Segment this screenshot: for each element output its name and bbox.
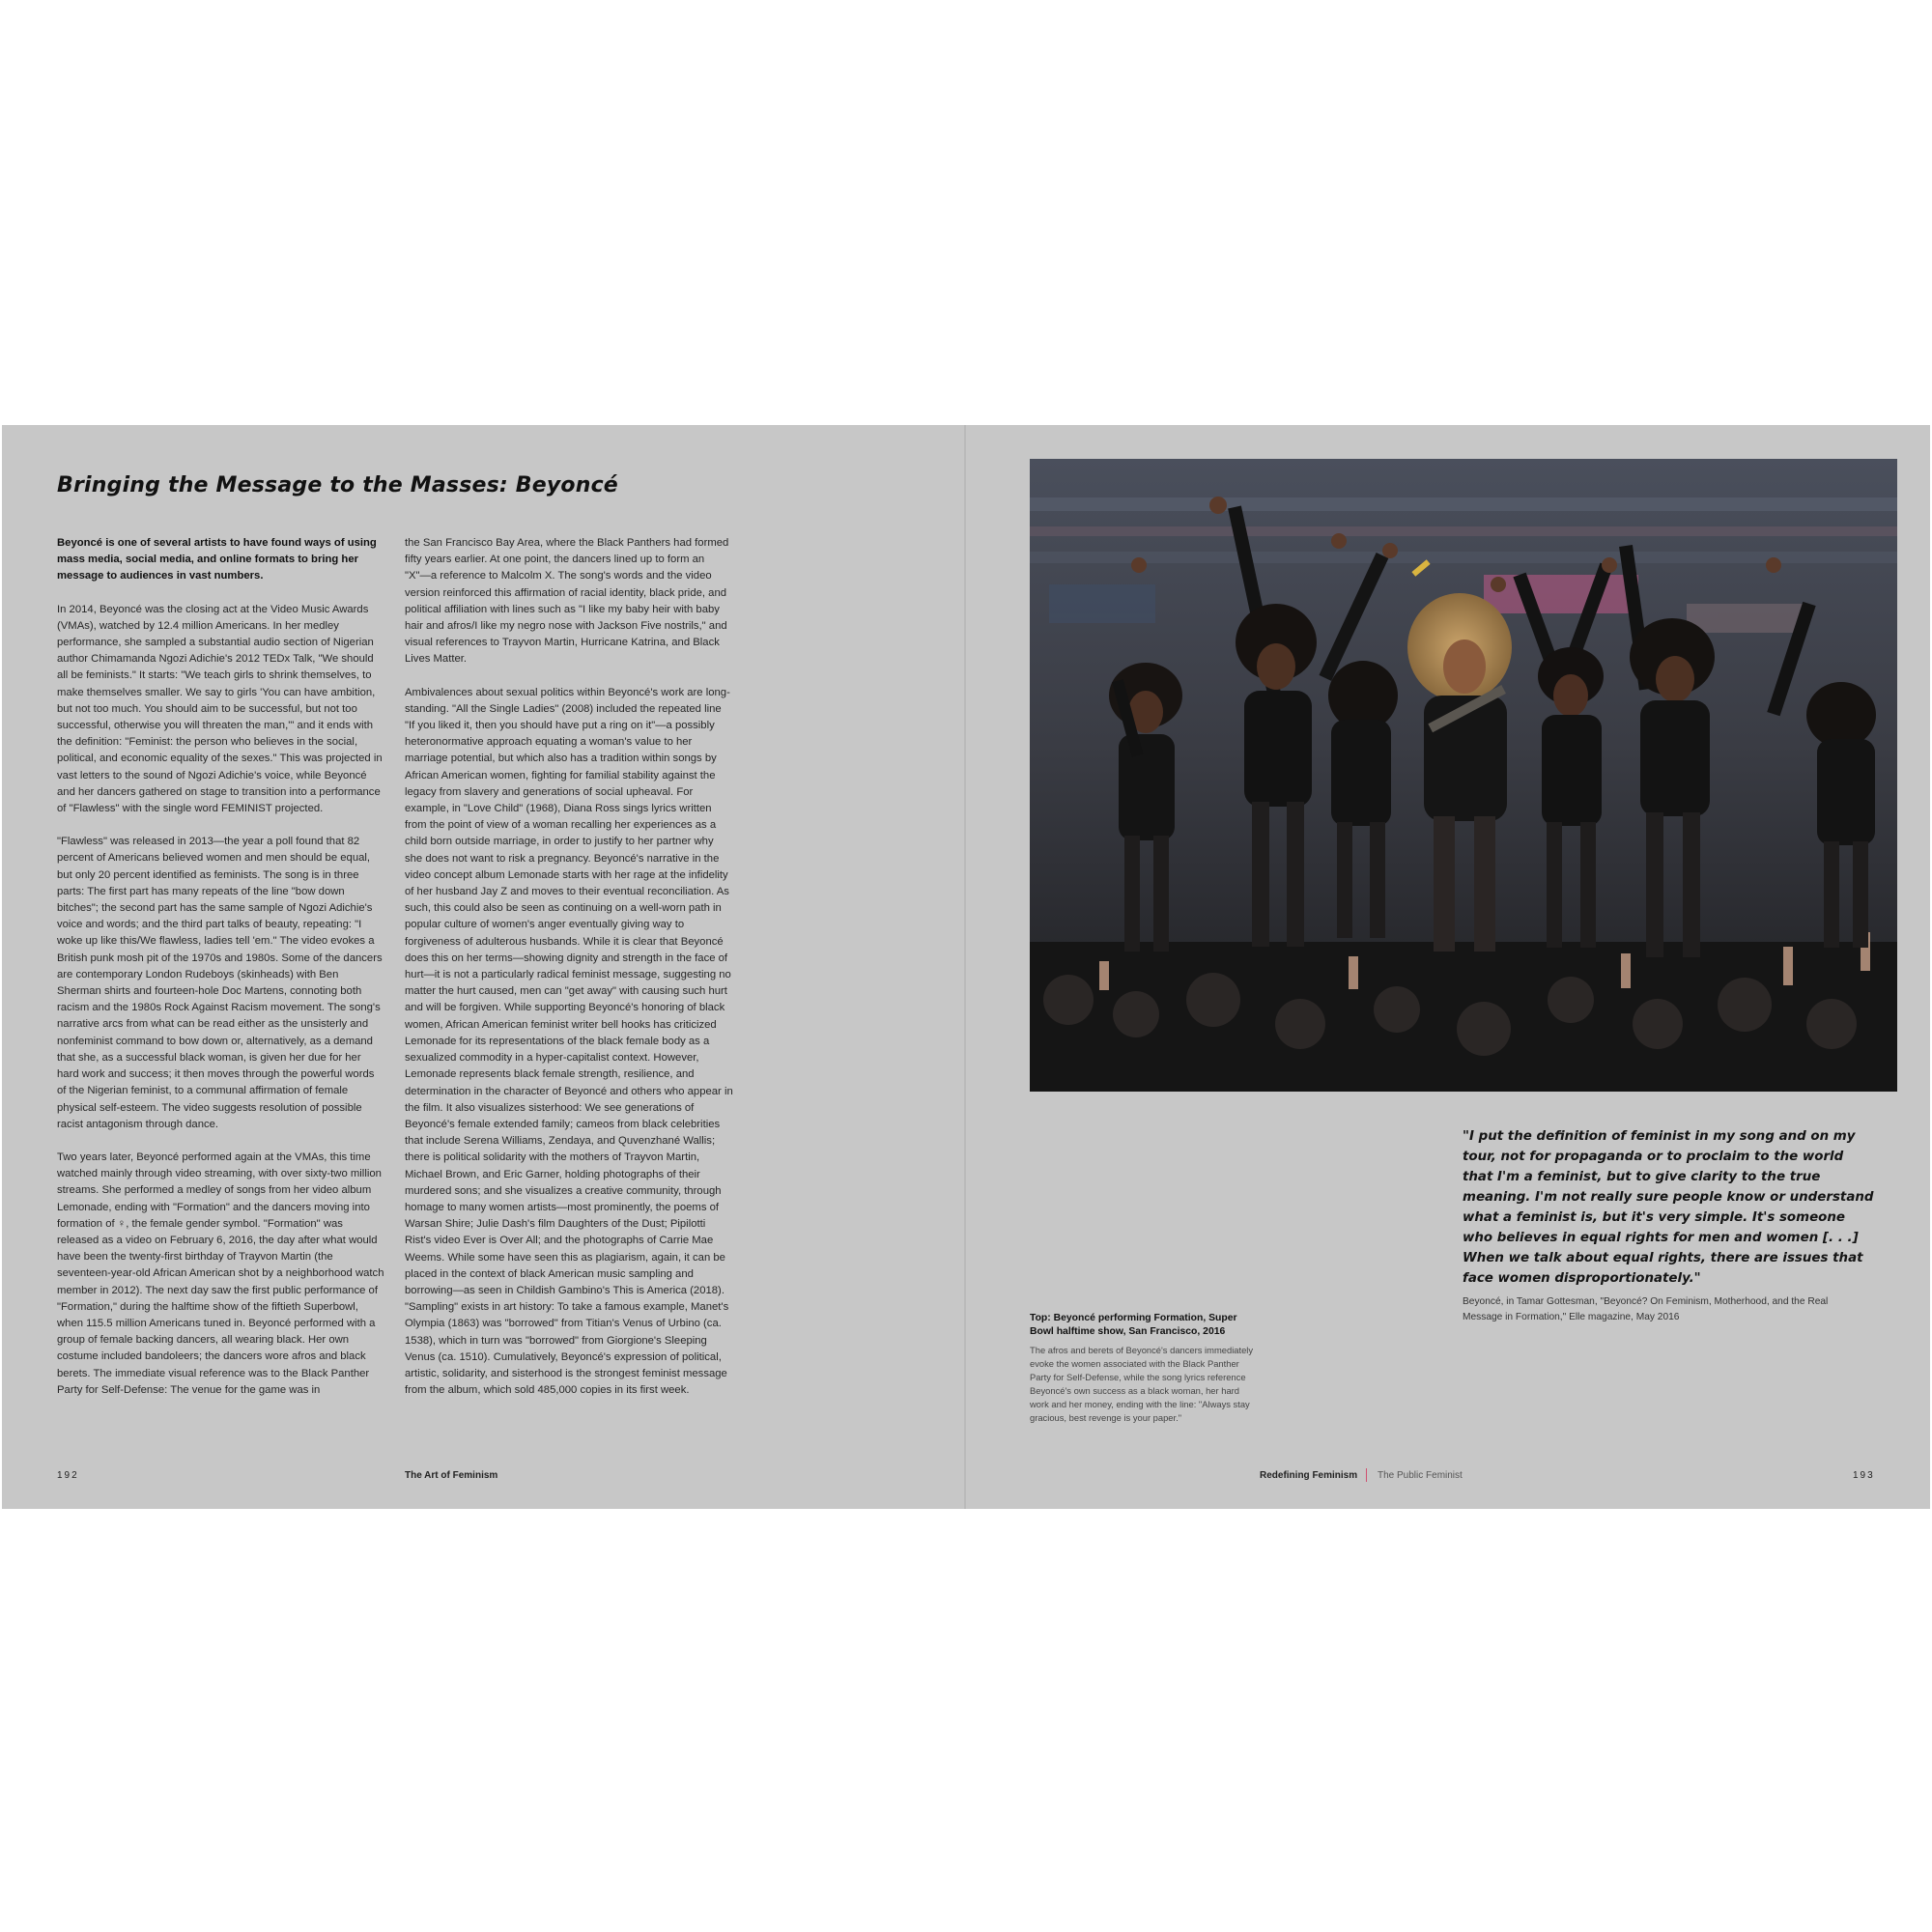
- body-paragraph: Ambivalences about sexual politics within Beyoncé's work are long-standing. "All the Single Ladies" (2008) included the repeated line "If you liked it, then you should have put a ring on it"—a possibly heteronormative approach equating a woman's value to her marriage potential, but which also has a tradition within songs by African American women, fighting for familial stability against the legacy from slavery and generations of social upheaval. For example, in "Love Child" (1968), Diana Ross sings lyrics written from the point of view of a woman recalling her experiences as a child born outside marriage, in order to justify to her partner why she does not want to risk a pregnancy. Beyoncé's narrative in the video concept album Lemonade starts with her rage at the infidelity of her husband Jay Z and moves to their eventual reconciliation. As such, this could also be seen as continuing on a well-worn path in popular culture of women's anger eventually giving way to forgiveness of adulterous husbands. While it is clear that Beyoncé does this on her terms—showing dignity and strength in the face of hurt—it is not a particularly radical feminist message, suggesting no matter the hurt caused, men can "get away" with causing such hurt and will be forgiven. While supporting Beyoncé's honoring of black women, African American feminist writer bell hooks has criticized Lemonade for its representations of the black female body as a sexualized commodity in a hyper-capitalist context. However, Lemonade represents black female strength, resilience, and determination in the character of Beyoncé and others who appear in the film. It also visualizes sisterhood: We see generations of Beyoncé's female extended family; cameos from black celebrities that include Serena Williams, Zendaya, and Quvenzhané Wallis; there is political solidarity with the mothers of Trayvon Martin, Michael Brown, and Eric Garner, holding photographs of their murdered sons; and she visualizes a creative community, through homage to many women artists—most prominently, the poems of Warsan Shire; Julie Dash's film Daughters of the Dust; Pipilotti Rist's video Ever is Over All; and the photographs of Carrie Mae Weems. While some have seen this as plagiarism, again, it can be placed in the context of black American music sampling and borrowing—as seen in Childish Gambino's This is America (2018). "Sampling" exists in art history: To take a famous example, Manet's Olympia (1863) was "borrowed" from Titian's Venus of Urbino (ca. 1538), which in turn was "borrowed" from Giorgione's Sleeping Venus (ca. 1510). Cumulatively, Beyoncé's expression of political, artistic, solidarity, and sisterhood is the strongest feminist message from the album, which sold 485,000 copies in its first week.: [405, 686, 733, 1397]
- right-page: [966, 425, 1930, 1509]
- pull-quote: "I put the definition of feminist in my song and on my tour, not for propaganda or to proclaim to the world that I'm a feminist, but to give clarity to the true meaning. I'm not really sure people know or understand what a feminist is, but it's very simple. It's someone who believes in equal rights for men and women [. . .] When we talk about equal rights, there are issues that face women disproportionately.": [1463, 1129, 1874, 1286]
- running-title: The Art of Feminism: [405, 1470, 498, 1481]
- running-head-divider: [1366, 1468, 1367, 1482]
- running-section: Redefining Feminism: [1260, 1470, 1358, 1481]
- body-paragraph: In 2014, Beyoncé was the closing act at the Video Music Awards (VMAs), watched by 12.4 million Americans. In her medley performance, she sampled a substantial audio section of Nigerian author Chimamanda Ngozi Adichie's 2012 TEDx Talk, "We should all be feminists." It starts: "We teach girls to shrink themselves, to make themselves smaller. We say to girls 'You can have ambition, but not too much. You should aim to be successful, but not too successful, otherwise you will threaten the man,'" and it ends with the definition: "Feminist: the person who believes in the social, political, and economic equality of the sexes." This was projected in vast letters to the sound of Ngozi Adichie's voice, while Beyoncé and her dancers gathered on stage to transition into a performance of "Flawless" with the single word FEMINIST projected.: [57, 603, 383, 815]
- quote-attribution: Beyoncé, in Tamar Gottesman, "Beyoncé? On Feminism, Motherhood, and the Real Message in Formation," Elle magazine, May 2016: [1463, 1296, 1829, 1322]
- photo-caption-title: Top: Beyoncé performing Formation, Super Bowl halftime show, San Francisco, 2016: [1030, 1313, 1237, 1337]
- lead-paragraph: Beyoncé is one of several artists to have found ways of using mass media, social media, and online formats to bring her message to audiences in vast numbers.: [57, 537, 377, 582]
- photo-caption-body: The afros and berets of Beyoncé's dancers immediately evoke the women associated with the Black Panther Party for Self-Defense, while the song lyrics reference Beyoncé's own success as a black woman, her hard work and her money, ending with the line: "Always stay gracious, best revenge is your paper.": [1030, 1345, 1254, 1423]
- left-page: [2, 425, 964, 1509]
- concert-photo: [1030, 459, 1897, 1092]
- text-column-1: [57, 535, 385, 1415]
- book-spread: [2, 425, 1930, 1509]
- running-chapter: The Public Feminist: [1378, 1470, 1463, 1481]
- body-paragraph: "Flawless" was released in 2013—the year a poll found that 82 percent of Americans believed women and men should be equal, but only 20 percent identified as feminists. The song is in three parts: The first part has many repeats of the line "bow down bitches"; the second part has the same sample of Ngozi Adichie's voice and words; and the third part talks of beauty, repeating: "I woke up like this/We flawless, ladies tell 'em." The video evokes a British punk mosh pit of the 1970s and 1980s. Some of the dancers are contemporary London Rudeboys (skinheads) with Ben Sherman shirts and fourteen-hole Doc Martens, connoting both racism and the 1980s Rock Against Racism movement. The song's narrative arcs from what can be read either as the unsisterly and nonfeminist command to bow down or, alternatively, as a demand that she, as a successful black woman, is given her due for her hard work and success; it then moves through the powerful words of the Nigerian feminist, to a communal affirmation of female physical self-esteem. The video suggests resolution of possible racist antagonism through dance.: [57, 836, 383, 1130]
- body-paragraph: the San Francisco Bay Area, where the Black Panthers had formed fifty years earlier. At one point, the dancers lined up to form an "X"—a reference to Malcolm X. The song's words and the video version reinforced this affirmation of racial identity, black pride, and political affiliation with lines such as "I like my baby heir with baby hair and afros/I like my negro nose with Jackson Five nostrils," and visual references to Trayvon Martin, Hurricane Katrina, and Black Lives Matter.: [405, 537, 729, 666]
- text-column-2: [405, 535, 733, 1415]
- article-title: Bringing the Message to the Masses: Beyoncé: [57, 473, 618, 497]
- page-number-right: 193: [1853, 1470, 1875, 1481]
- page-number-left: 192: [57, 1470, 79, 1481]
- body-paragraph: Two years later, Beyoncé performed again at the VMAs, this time watched mainly through video streaming, with over sixty-two million streams. She performed a medley of songs from her video album Lemonade, ending with "Formation" and the dancers moving into formation of ♀, the female gender symbol. "Formation" was released as a video on February 6, 2016, the day after what would have been the twenty-first birthday of Trayvon Martin (the seventeen-year-old African American shot by a neighborhood watch member in 2012). The next day saw the first public performance of "Formation," during the halftime show of the fiftieth Superbowl, when 115.5 million Americans tuned in. Beyoncé performed with a group of female backing dancers, all wearing black. Her own costume included bandoleers; the dancers wore afros and black berets. The immediate visual reference was to the Black Panther Party for Self-Defense: The venue for the game was in: [57, 1151, 384, 1396]
